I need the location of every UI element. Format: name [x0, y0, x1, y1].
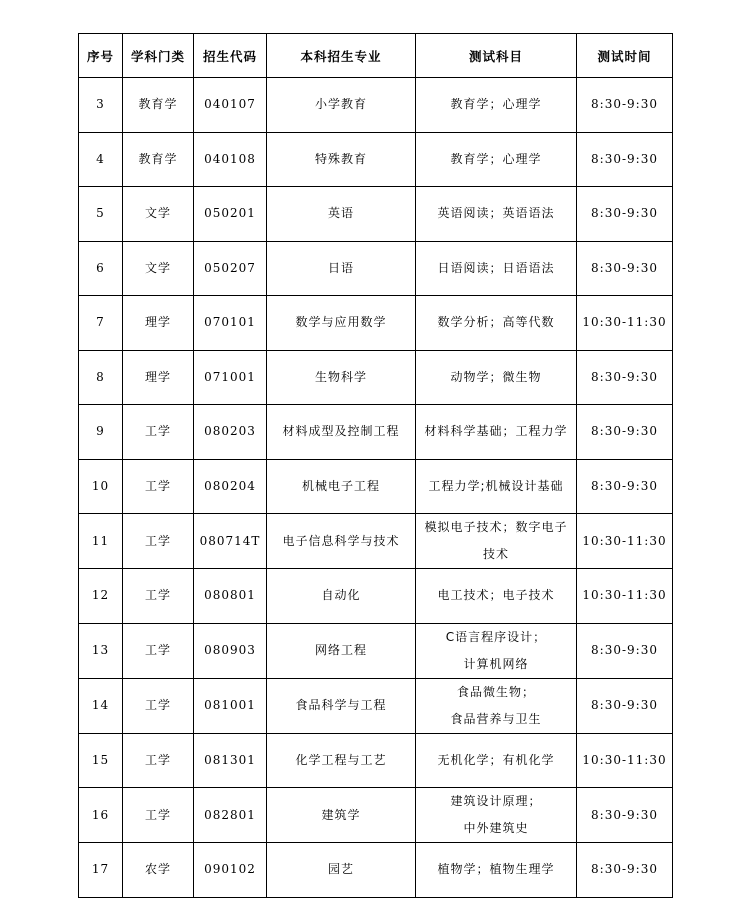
- table-row: [79, 405, 673, 460]
- subject-line-1: 建筑设计原理；: [450, 794, 542, 808]
- cell-major: 自动化: [267, 569, 416, 624]
- cell-time: 10:30-11:30: [577, 569, 673, 624]
- subject-line-1: 电工技术；电子技术: [437, 588, 555, 603]
- subject-line-2: 食品营养与卫生: [450, 711, 542, 726]
- cell-no: 8: [79, 350, 123, 405]
- cell-code: 081301: [194, 733, 267, 788]
- cell-category: 工学: [123, 514, 194, 569]
- subject-line-1: 动物学；微生物: [450, 369, 542, 384]
- cell-major: 生物科学: [267, 350, 416, 405]
- cell-no: 10: [79, 459, 123, 514]
- cell-category: 工学: [123, 405, 194, 460]
- cell-no: 7: [79, 296, 123, 351]
- cell-major: 园艺: [267, 843, 416, 898]
- subject-line-1: 工程力学;机械设计基础: [428, 478, 564, 493]
- cell-code: 040108: [194, 132, 267, 187]
- cell-time: 10:30-11:30: [577, 514, 673, 569]
- cell-major: 网络工程: [267, 623, 416, 678]
- cell-major: 电子信息科学与技术: [267, 514, 416, 569]
- cell-time: 8:30-9:30: [577, 459, 673, 514]
- table-row: [79, 733, 673, 788]
- cell-code: 050207: [194, 241, 267, 296]
- cell-code: 080714T: [194, 514, 267, 569]
- table-header-row: [79, 34, 673, 78]
- cell-code: 050201: [194, 187, 267, 242]
- cell-major: 食品科学与工程: [267, 678, 416, 733]
- cell-time: 10:30-11:30: [577, 296, 673, 351]
- cell-subjects: [416, 678, 577, 733]
- cell-category: 工学: [123, 459, 194, 514]
- table-row: [79, 187, 673, 242]
- cell-no: 15: [79, 733, 123, 788]
- cell-subjects: [416, 350, 577, 405]
- header-major: 本科招生专业: [267, 34, 416, 78]
- header-category: 学科门类: [123, 34, 194, 78]
- table-row: [79, 296, 673, 351]
- cell-subjects: [416, 405, 577, 460]
- cell-code: 071001: [194, 350, 267, 405]
- cell-major: 机械电子工程: [267, 459, 416, 514]
- cell-time: 8:30-9:30: [577, 843, 673, 898]
- cell-subjects: [416, 296, 577, 351]
- cell-subjects: [416, 623, 577, 678]
- cell-subjects: [416, 187, 577, 242]
- cell-code: 040107: [194, 78, 267, 133]
- subject-line-1: 材料科学基础；工程力学: [424, 424, 568, 439]
- cell-category: 理学: [123, 350, 194, 405]
- cell-time: 8:30-9:30: [577, 788, 673, 843]
- cell-subjects: [416, 733, 577, 788]
- cell-subjects: [416, 241, 577, 296]
- cell-time: 8:30-9:30: [577, 623, 673, 678]
- exam-schedule-table: [78, 33, 673, 898]
- subject-line-1: 数学分析；高等代数: [437, 315, 555, 330]
- cell-category: 工学: [123, 569, 194, 624]
- table-row: [79, 514, 673, 569]
- cell-category: 农学: [123, 843, 194, 898]
- cell-code: 080203: [194, 405, 267, 460]
- cell-category: 教育学: [123, 132, 194, 187]
- subject-line-1: 无机化学；有机化学: [437, 752, 555, 767]
- cell-code: 070101: [194, 296, 267, 351]
- cell-no: 17: [79, 843, 123, 898]
- cell-code: 080801: [194, 569, 267, 624]
- header-no: 序号: [79, 34, 123, 78]
- cell-subjects: [416, 569, 577, 624]
- cell-category: 文学: [123, 241, 194, 296]
- cell-subjects: [416, 788, 577, 843]
- cell-no: 3: [79, 78, 123, 133]
- table-row: [79, 788, 673, 843]
- header-code: 招生代码: [194, 34, 267, 78]
- cell-time: 8:30-9:30: [577, 78, 673, 133]
- cell-subjects: [416, 843, 577, 898]
- cell-time: 8:30-9:30: [577, 241, 673, 296]
- cell-time: 8:30-9:30: [577, 132, 673, 187]
- cell-no: 5: [79, 187, 123, 242]
- cell-major: 建筑学: [267, 788, 416, 843]
- cell-subjects: [416, 514, 577, 569]
- cell-code: 080204: [194, 459, 267, 514]
- cell-category: 工学: [123, 678, 194, 733]
- cell-category: 工学: [123, 623, 194, 678]
- cell-no: 11: [79, 514, 123, 569]
- table-row: [79, 78, 673, 133]
- cell-time: 8:30-9:30: [577, 405, 673, 460]
- cell-major: 材料成型及控制工程: [267, 405, 416, 460]
- cell-major: 特殊教育: [267, 132, 416, 187]
- cell-category: 工学: [123, 788, 194, 843]
- table-row: [79, 569, 673, 624]
- cell-code: 082801: [194, 788, 267, 843]
- cell-no: 14: [79, 678, 123, 733]
- header-time: 测试时间: [577, 34, 673, 78]
- cell-category: 理学: [123, 296, 194, 351]
- subject-line-1: 模拟电子技术；数字电子: [424, 520, 568, 534]
- table-row: [79, 459, 673, 514]
- cell-major: 日语: [267, 241, 416, 296]
- cell-subjects: [416, 459, 577, 514]
- subject-line-1: 食品微生物；: [456, 684, 535, 699]
- cell-time: 8:30-9:30: [577, 187, 673, 242]
- subject-line-1: C语言程序设计；: [445, 629, 547, 644]
- header-subjects: 测试科目: [416, 34, 577, 78]
- cell-major: 数学与应用数学: [267, 296, 416, 351]
- cell-no: 16: [79, 788, 123, 843]
- subject-line-1: 植物学；植物生理学: [437, 862, 555, 877]
- subject-line-2: 技术: [482, 547, 509, 561]
- cell-subjects: [416, 78, 577, 133]
- cell-time: 10:30-11:30: [577, 733, 673, 788]
- subject-line-1: 教育学；心理学: [450, 151, 542, 166]
- cell-no: 9: [79, 405, 123, 460]
- subject-line-1: 教育学；心理学: [450, 97, 542, 112]
- table-row: [79, 132, 673, 187]
- table-row: [79, 623, 673, 678]
- subject-line-1: 日语阅读；日语语法: [437, 260, 555, 275]
- table-row: [79, 843, 673, 898]
- cell-no: 12: [79, 569, 123, 624]
- cell-no: 4: [79, 132, 123, 187]
- table-row: [79, 678, 673, 733]
- cell-major: 小学教育: [267, 78, 416, 133]
- cell-time: 8:30-9:30: [577, 350, 673, 405]
- table-row: [79, 241, 673, 296]
- cell-subjects: [416, 132, 577, 187]
- cell-code: 080903: [194, 623, 267, 678]
- cell-category: 文学: [123, 187, 194, 242]
- table-row: [79, 350, 673, 405]
- cell-no: 13: [79, 623, 123, 678]
- cell-code: 090102: [194, 843, 267, 898]
- subject-line-2: 中外建筑史: [463, 821, 529, 835]
- subject-line-2: 计算机网络: [463, 656, 529, 671]
- cell-major: 英语: [267, 187, 416, 242]
- cell-category: 教育学: [123, 78, 194, 133]
- cell-code: 081001: [194, 678, 267, 733]
- cell-time: 8:30-9:30: [577, 678, 673, 733]
- cell-category: 工学: [123, 733, 194, 788]
- subject-line-1: 英语阅读；英语语法: [437, 206, 555, 221]
- cell-no: 6: [79, 241, 123, 296]
- cell-major: 化学工程与工艺: [267, 733, 416, 788]
